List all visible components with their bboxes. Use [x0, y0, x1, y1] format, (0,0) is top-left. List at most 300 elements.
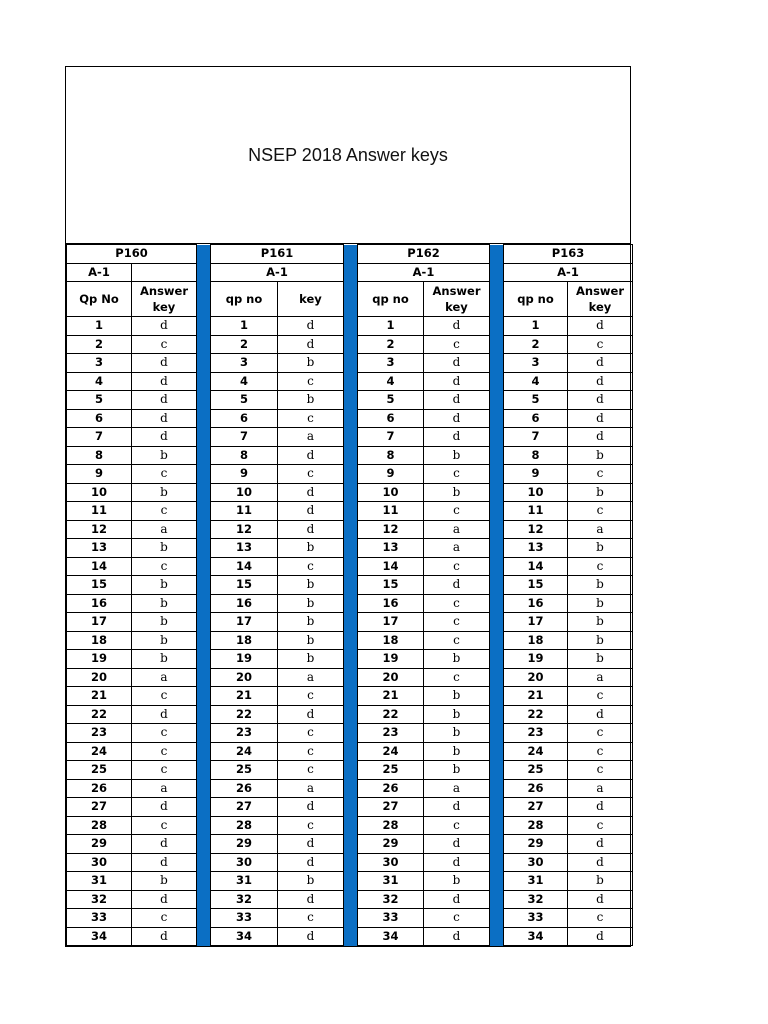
question-number: 3: [211, 354, 278, 373]
column-separator: [490, 779, 504, 798]
question-number: 13: [504, 539, 568, 558]
column-separator: [197, 687, 211, 706]
column-separator: [490, 761, 504, 780]
column-separator: [197, 502, 211, 521]
answer-cell: c: [568, 816, 633, 835]
table-row: [67, 724, 633, 743]
answer-cell: d: [132, 927, 197, 946]
answer-cell: b: [132, 539, 197, 558]
answer-cell: c: [568, 465, 633, 484]
question-number: 23: [67, 724, 132, 743]
answer-cell: b: [424, 650, 490, 669]
answer-cell: c: [568, 335, 633, 354]
column-separator: [197, 742, 211, 761]
table-row: [67, 835, 633, 854]
question-number: 26: [358, 779, 424, 798]
column-separator: [490, 354, 504, 373]
question-number: 19: [211, 650, 278, 669]
column-separator: [197, 853, 211, 872]
answer-cell: c: [278, 816, 344, 835]
answer-cell: b: [278, 576, 344, 595]
answer-cell: a: [132, 779, 197, 798]
column-separator: [490, 372, 504, 391]
answer-cell: d: [568, 354, 633, 373]
column-separator: [197, 335, 211, 354]
answer-cell: d: [568, 835, 633, 854]
answer-cell: c: [424, 816, 490, 835]
answer-cell: b: [424, 705, 490, 724]
question-number: 34: [211, 927, 278, 946]
answer-key-header: Answer key: [132, 282, 197, 317]
column-separator: [490, 465, 504, 484]
answer-cell: b: [132, 872, 197, 891]
answer-cell: c: [568, 557, 633, 576]
answer-cell: d: [568, 890, 633, 909]
question-number: 9: [67, 465, 132, 484]
question-number: 24: [358, 742, 424, 761]
answer-cell: b: [568, 483, 633, 502]
table-row: [67, 816, 633, 835]
answer-cell: d: [424, 428, 490, 447]
column-separator: [490, 409, 504, 428]
question-number: 7: [504, 428, 568, 447]
column-separator: [344, 798, 358, 817]
answer-cell: d: [278, 446, 344, 465]
column-separator: [197, 446, 211, 465]
question-number: 17: [504, 613, 568, 632]
question-number: 20: [67, 668, 132, 687]
column-separator: [344, 835, 358, 854]
answer-cell: b: [568, 631, 633, 650]
answer-cell: d: [132, 798, 197, 817]
question-number: 19: [504, 650, 568, 669]
answer-cell: a: [278, 779, 344, 798]
question-number: 15: [358, 576, 424, 595]
set-code-row: [67, 263, 633, 282]
column-separator: [344, 872, 358, 891]
answer-cell: a: [278, 668, 344, 687]
question-number: 29: [67, 835, 132, 854]
column-separator: [197, 705, 211, 724]
answer-cell: d: [132, 428, 197, 447]
column-separator: [197, 428, 211, 447]
page-title: NSEP 2018 Answer keys: [248, 144, 448, 165]
column-separator: [197, 613, 211, 632]
answer-cell: b: [278, 539, 344, 558]
column-separator: [490, 613, 504, 632]
question-number: 25: [358, 761, 424, 780]
column-separator: [344, 317, 358, 336]
answer-cell: d: [132, 835, 197, 854]
question-number: 3: [67, 354, 132, 373]
column-separator: [197, 282, 211, 317]
table-row: [67, 927, 633, 946]
question-number: 30: [67, 853, 132, 872]
answer-cell: d: [568, 705, 633, 724]
answer-cell: d: [568, 798, 633, 817]
answer-cell: c: [568, 742, 633, 761]
answer-cell: b: [568, 594, 633, 613]
answer-cell: d: [424, 354, 490, 373]
column-separator: [197, 816, 211, 835]
question-number: 9: [358, 465, 424, 484]
column-separator: [197, 576, 211, 595]
question-number: 3: [504, 354, 568, 373]
question-number: 28: [358, 816, 424, 835]
column-separator: [490, 594, 504, 613]
table-row: [67, 872, 633, 891]
question-number: 6: [211, 409, 278, 428]
question-number: 15: [211, 576, 278, 595]
answer-cell: d: [132, 409, 197, 428]
column-separator: [490, 835, 504, 854]
question-number: 25: [67, 761, 132, 780]
column-separator: [490, 650, 504, 669]
question-number: 24: [67, 742, 132, 761]
answer-cell: d: [278, 335, 344, 354]
question-number: 4: [504, 372, 568, 391]
answer-cell: c: [132, 687, 197, 706]
question-number: 29: [211, 835, 278, 854]
question-number: 29: [358, 835, 424, 854]
answer-cell: c: [568, 761, 633, 780]
question-number: 4: [67, 372, 132, 391]
answer-cell: c: [132, 742, 197, 761]
set-code: A-1: [358, 263, 490, 282]
column-separator: [344, 576, 358, 595]
column-separator: [197, 483, 211, 502]
table-row: [67, 539, 633, 558]
column-separator: [344, 631, 358, 650]
column-separator: [344, 779, 358, 798]
answer-cell: b: [132, 631, 197, 650]
question-number: 34: [504, 927, 568, 946]
question-number: 2: [67, 335, 132, 354]
question-number: 28: [504, 816, 568, 835]
answer-cell: b: [568, 539, 633, 558]
question-number: 34: [67, 927, 132, 946]
question-number: 25: [504, 761, 568, 780]
column-separator: [490, 483, 504, 502]
column-separator: [197, 798, 211, 817]
answer-cell: d: [568, 428, 633, 447]
column-separator: [490, 335, 504, 354]
question-number: 1: [504, 317, 568, 336]
column-separator: [344, 539, 358, 558]
question-number: 21: [67, 687, 132, 706]
empty-cell: [132, 263, 197, 282]
column-separator: [197, 245, 211, 264]
question-number: 24: [211, 742, 278, 761]
column-separator: [490, 909, 504, 928]
column-separator: [197, 631, 211, 650]
column-separator: [344, 428, 358, 447]
answer-cell: b: [278, 631, 344, 650]
question-number: 25: [211, 761, 278, 780]
question-number: 5: [211, 391, 278, 410]
question-number: 2: [211, 335, 278, 354]
answer-cell: d: [424, 409, 490, 428]
column-separator: [490, 428, 504, 447]
question-number: 18: [211, 631, 278, 650]
question-number: 9: [211, 465, 278, 484]
question-number: 33: [504, 909, 568, 928]
question-number: 32: [504, 890, 568, 909]
column-separator: [490, 668, 504, 687]
table-row: [67, 761, 633, 780]
column-separator: [344, 502, 358, 521]
question-number: 8: [358, 446, 424, 465]
column-separator: [197, 835, 211, 854]
answer-key-header: key: [278, 282, 344, 317]
answer-cell: b: [132, 483, 197, 502]
answer-cell: a: [568, 520, 633, 539]
question-number: 17: [211, 613, 278, 632]
question-number: 20: [358, 668, 424, 687]
table-row: [67, 687, 633, 706]
answer-cell: c: [424, 594, 490, 613]
answer-cell: c: [278, 687, 344, 706]
title-box: [66, 67, 630, 244]
answer-cell: c: [278, 742, 344, 761]
column-separator: [490, 798, 504, 817]
question-number: 17: [358, 613, 424, 632]
table-row: [67, 372, 633, 391]
answer-cell: d: [568, 927, 633, 946]
column-separator: [490, 631, 504, 650]
column-separator: [344, 613, 358, 632]
question-number: 8: [211, 446, 278, 465]
column-separator: [344, 650, 358, 669]
column-separator: [344, 853, 358, 872]
question-number: 27: [67, 798, 132, 817]
answer-cell: c: [278, 909, 344, 928]
question-number: 5: [67, 391, 132, 410]
answer-cell: d: [278, 317, 344, 336]
answer-cell: b: [424, 742, 490, 761]
column-separator: [344, 816, 358, 835]
answer-cell: d: [278, 798, 344, 817]
answer-cell: c: [424, 465, 490, 484]
answer-cell: d: [278, 502, 344, 521]
column-separator: [344, 282, 358, 317]
paper-code: P163: [504, 245, 633, 264]
answer-cell: b: [278, 354, 344, 373]
answer-key-header: Answer key: [424, 282, 490, 317]
answer-cell: c: [424, 502, 490, 521]
answer-cell: b: [278, 872, 344, 891]
column-separator: [490, 282, 504, 317]
question-number: 10: [504, 483, 568, 502]
answer-cell: d: [424, 317, 490, 336]
column-separator: [197, 354, 211, 373]
column-separator: [197, 409, 211, 428]
question-number: 22: [504, 705, 568, 724]
question-number: 16: [67, 594, 132, 613]
answer-cell: d: [568, 853, 633, 872]
question-number: 5: [358, 391, 424, 410]
question-number: 4: [211, 372, 278, 391]
answer-cell: c: [278, 409, 344, 428]
answer-cell: b: [424, 483, 490, 502]
answer-key-sheet: [65, 66, 631, 947]
question-number: 16: [211, 594, 278, 613]
answer-cell: d: [424, 853, 490, 872]
answer-cell: d: [278, 890, 344, 909]
question-number: 13: [211, 539, 278, 558]
column-separator: [490, 502, 504, 521]
answer-cell: b: [424, 872, 490, 891]
table-row: [67, 594, 633, 613]
answer-key-header: Answer key: [568, 282, 633, 317]
column-header-row: [67, 282, 633, 317]
question-number: 7: [211, 428, 278, 447]
question-number: 10: [358, 483, 424, 502]
answer-cell: a: [568, 779, 633, 798]
answer-cell: b: [132, 613, 197, 632]
qp-no-header: qp no: [358, 282, 424, 317]
column-separator: [344, 890, 358, 909]
question-number: 24: [504, 742, 568, 761]
answer-cell: c: [132, 761, 197, 780]
table-row: [67, 631, 633, 650]
question-number: 15: [67, 576, 132, 595]
answer-cell: b: [424, 446, 490, 465]
answer-cell: b: [132, 650, 197, 669]
question-number: 6: [504, 409, 568, 428]
answer-cell: d: [132, 317, 197, 336]
answer-cell: d: [424, 576, 490, 595]
column-separator: [344, 724, 358, 743]
answer-cell: d: [568, 391, 633, 410]
column-separator: [197, 909, 211, 928]
column-separator: [490, 816, 504, 835]
question-number: 11: [504, 502, 568, 521]
answer-cell: d: [278, 927, 344, 946]
answer-cell: b: [278, 650, 344, 669]
table-row: [67, 650, 633, 669]
paper-code-row: [67, 245, 633, 264]
answer-cell: b: [568, 613, 633, 632]
column-separator: [344, 409, 358, 428]
column-separator: [490, 520, 504, 539]
question-number: 22: [358, 705, 424, 724]
answer-cell: a: [424, 779, 490, 798]
answer-cell: b: [568, 576, 633, 595]
question-number: 18: [504, 631, 568, 650]
answer-cell: d: [424, 890, 490, 909]
question-number: 19: [358, 650, 424, 669]
table-row: [67, 742, 633, 761]
column-separator: [197, 650, 211, 669]
question-number: 31: [211, 872, 278, 891]
answer-cell: c: [132, 557, 197, 576]
question-number: 7: [67, 428, 132, 447]
answer-cell: c: [132, 465, 197, 484]
question-number: 23: [504, 724, 568, 743]
question-number: 23: [211, 724, 278, 743]
set-code: A-1: [211, 263, 344, 282]
question-number: 10: [67, 483, 132, 502]
column-separator: [344, 668, 358, 687]
column-separator: [344, 742, 358, 761]
question-number: 6: [358, 409, 424, 428]
table-row: [67, 557, 633, 576]
answer-cell: d: [132, 853, 197, 872]
column-separator: [344, 520, 358, 539]
question-number: 26: [504, 779, 568, 798]
set-code: A-1: [67, 263, 132, 282]
question-number: 12: [504, 520, 568, 539]
answer-cell: d: [568, 317, 633, 336]
answer-cell: d: [424, 391, 490, 410]
question-number: 14: [211, 557, 278, 576]
question-number: 27: [358, 798, 424, 817]
answer-cell: c: [568, 502, 633, 521]
question-number: 31: [67, 872, 132, 891]
column-separator: [490, 853, 504, 872]
answer-cell: b: [424, 761, 490, 780]
table-row: [67, 668, 633, 687]
question-number: 28: [211, 816, 278, 835]
question-number: 13: [358, 539, 424, 558]
column-separator: [197, 724, 211, 743]
table-row: [67, 853, 633, 872]
column-separator: [490, 557, 504, 576]
answer-cell: c: [132, 724, 197, 743]
column-separator: [344, 761, 358, 780]
answer-cell: b: [278, 594, 344, 613]
answer-cell: d: [278, 853, 344, 872]
column-separator: [490, 391, 504, 410]
question-number: 18: [358, 631, 424, 650]
question-number: 16: [358, 594, 424, 613]
column-separator: [490, 872, 504, 891]
answer-cell: b: [568, 446, 633, 465]
question-number: 14: [504, 557, 568, 576]
question-number: 1: [67, 317, 132, 336]
column-separator: [197, 520, 211, 539]
column-separator: [344, 465, 358, 484]
question-number: 16: [504, 594, 568, 613]
question-number: 8: [67, 446, 132, 465]
answer-cell: c: [278, 465, 344, 484]
answer-cell: a: [568, 668, 633, 687]
question-number: 7: [358, 428, 424, 447]
question-number: 15: [504, 576, 568, 595]
question-number: 2: [504, 335, 568, 354]
question-number: 33: [211, 909, 278, 928]
answer-cell: c: [278, 557, 344, 576]
answer-cell: b: [424, 687, 490, 706]
question-number: 20: [211, 668, 278, 687]
question-number: 3: [358, 354, 424, 373]
table-row: [67, 446, 633, 465]
column-separator: [197, 263, 211, 282]
column-separator: [197, 372, 211, 391]
table-row: [67, 705, 633, 724]
table-row: [67, 317, 633, 336]
question-number: 23: [358, 724, 424, 743]
question-number: 12: [211, 520, 278, 539]
answer-cell: b: [278, 391, 344, 410]
answer-cell: a: [424, 520, 490, 539]
paper-code: P160: [67, 245, 197, 264]
answer-cell: d: [424, 372, 490, 391]
question-number: 22: [211, 705, 278, 724]
question-number: 14: [67, 557, 132, 576]
table-row: [67, 465, 633, 484]
